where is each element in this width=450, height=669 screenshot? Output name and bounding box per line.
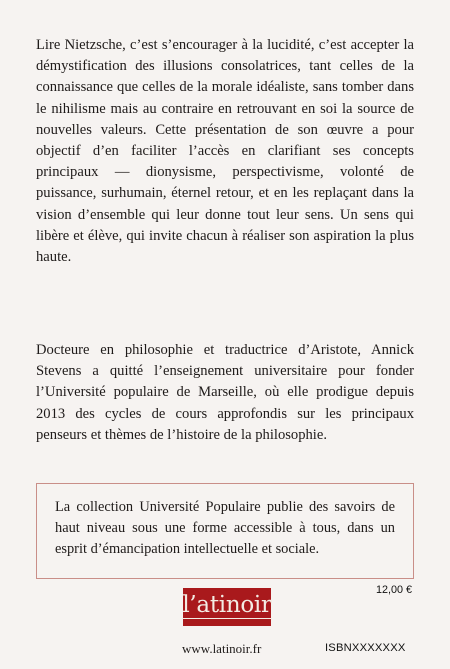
collection-note-text: La collection Université Populaire publie des savoirs de haut niveau sous une forme accessible à tous, dans un esprit d’émancipation intellectuelle et sociale. <box>55 499 395 557</box>
synopsis-paragraph <box>36 35 414 289</box>
publisher-website: www.latinoir.fr <box>182 641 262 656</box>
synopsis-text: Lire Nietzsche, c’est s’encourager à la lucidité, c’est accepter la démystification des illusions consolatrices, tant celles de la connaissance que celles de la morale idéaliste, sans tomber dans le nihilisme mais au contraire en retrouvant en soi la source de nouvelles valeurs. Cette présentation de son œuvre a pour objectif d’en faciliter l’accès en clarifiant ses concepts principaux — dionysisme, perspectivisme, volonté de puissance, surhumain, éternel retour, et en les replaçant dans la vision d’ensemble qui leur donne tout leur sens. Un sens qui libère et élève, qui invite chacun à réaliser son aspiration la plus haute. <box>36 37 414 266</box>
publisher-logo-text: l’atinoir <box>182 591 272 618</box>
isbn-label: ISBNXXXXXXX <box>325 642 406 654</box>
author-bio-paragraph: Docteure en philosophie et traductrice d’Aristote, Annick Stevens a quitté l’enseignement universitaire pour fonder l’Université populaire de Marseille, où elle prodigue depuis 2013 des cycles de cours approfondis sur les principaux penseurs et thèmes de l’histoire de la philosophie. <box>36 342 414 443</box>
publisher-logo <box>183 588 271 626</box>
price-label: 12,00 € <box>376 584 413 596</box>
collection-note-box <box>36 483 414 579</box>
